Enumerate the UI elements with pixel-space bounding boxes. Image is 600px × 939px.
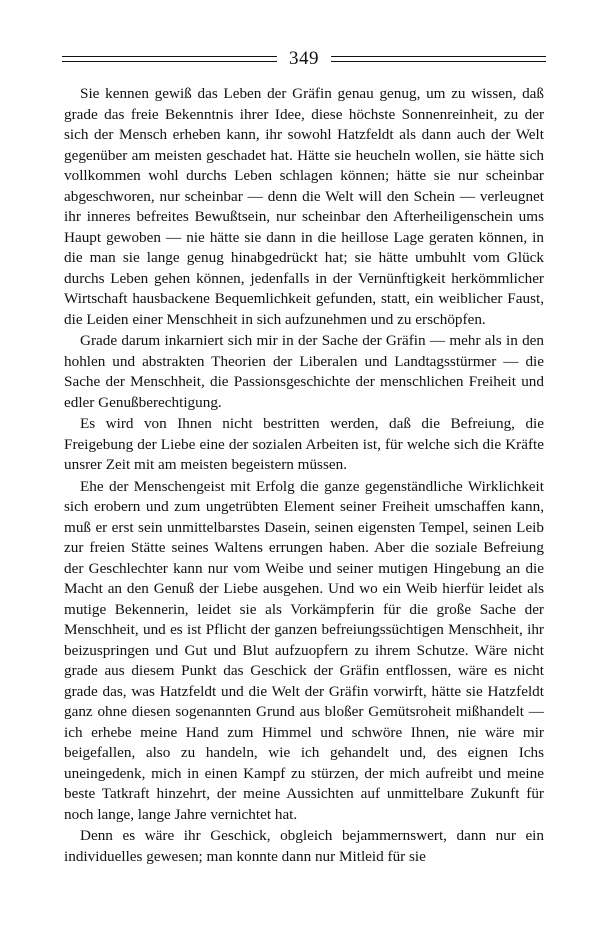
paragraph: Grade darum inkarniert sich mir in der Sache der Gräfin — mehr als in den hohlen und abstrakten Theorien der Liberalen und Landtagsstürmer — die Sache der Menschheit, die Passionsgeschichte der menschlichen Freiheit und edler Genußberechtigung. bbox=[64, 332, 544, 411]
body-text bbox=[64, 84, 544, 868]
paragraph: Sie kennen gewiß das Leben der Gräfin genau genug, um zu wissen, daß grade das freie Bekenntnis ihrer Idee, diese höchste Sonnenreinheit, zu der sich der Mensch erheben kann, ihr sowohl Hatzfeldt als dann auch der Welt gegenüber am meisten geschadet hat. Hätte sie heucheln wollen, sie hätte sich vollkommen wohl durchs Leben schlagen können; hätte sie nur scheinbar abgeschworen, nur scheinbar — denn die Welt will den Schein — verleugnet ihr inneres befreites Bewußtsein, nur scheinbar den Afterheiligenschein ums Haupt gewoben — nie hätte sie dann in die heillose Lage geraten können, in die man sie lange genug hinabgedrückt hat; sie hätte umbuhlt vom Glück durchs Leben gehen können, jedenfalls in der Vernünftigkeit herkömmlicher Wirtschaft hausbackene Bequemlichkeit gefunden, statt, ein weiblicher Faust, die Leiden einer Menschheit in sich aufzunehmen und zu erschöpfen. bbox=[64, 85, 544, 328]
page-number: 349 bbox=[289, 48, 319, 69]
paragraph: Denn es wäre ihr Geschick, obgleich bejammernswert, dann nur ein individuelles gewesen; man konnte dann nur Mitleid für sie bbox=[64, 827, 544, 865]
page-header bbox=[62, 48, 546, 70]
header-rule-left bbox=[62, 56, 277, 62]
paragraph: Ehe der Menschengeist mit Erfolg die ganze gegenständliche Wirklichkeit sich erobern und zum ungetrübten Element seiner Freiheit umschaffen kann, muß er erst sein unmittelbarstes Dasein, seinen eigensten Tempel, seinen Leib zur freien Stätte seines Waltens errungen haben. Aber die soziale Befreiung der Geschlechter kann nur vom Weibe und seiner mutigen Hingebung an die Macht an den Genuß der Liebe ausgehen. Und wo ein Weib hierfür leidet als mutige Bekennerin, leidet sie als Vorkämpferin für die große Sache der Menschheit, und es ist Pflicht der ganzen befreiungssüchtigen Menschheit, ihr beizuspringen und Gut und Blut aufzuopfern zu ihrem Schutze. Wäre nicht grade aus diesem Punkt das Geschick der Gräfin entflossen, wäre es nicht grade das, was Hatzfeldt und die Welt der Gräfin vorwirft, hätte sie Hatzfeldt ganz ohne diesen sogenannten Grund aus bloßer Gemütsroheit mißhandelt — ich erhebe meine Hand zum Himmel und schwöre Ihnen, nie wäre mir beigefallen, also zu handeln, wie ich gehandelt und, des eignen Ichs uneingedenk, mich in einen Kampf zu stürzen, der mich aufreibt und meine beste Tatkraft hinzehrt, der meine Aussichten auf unmittelbare Zukunft für noch lange, lange Jahre vernichtet hat. bbox=[64, 477, 544, 823]
header-rule-right bbox=[331, 56, 546, 62]
paragraph: Es wird von Ihnen nicht bestritten werden, daß die Befreiung, die Freigebung der Liebe eine der sozialen Arbeiten ist, für welche sich die Kräfte unsrer Zeit mit am meisten begeistern müssen. bbox=[64, 415, 544, 473]
